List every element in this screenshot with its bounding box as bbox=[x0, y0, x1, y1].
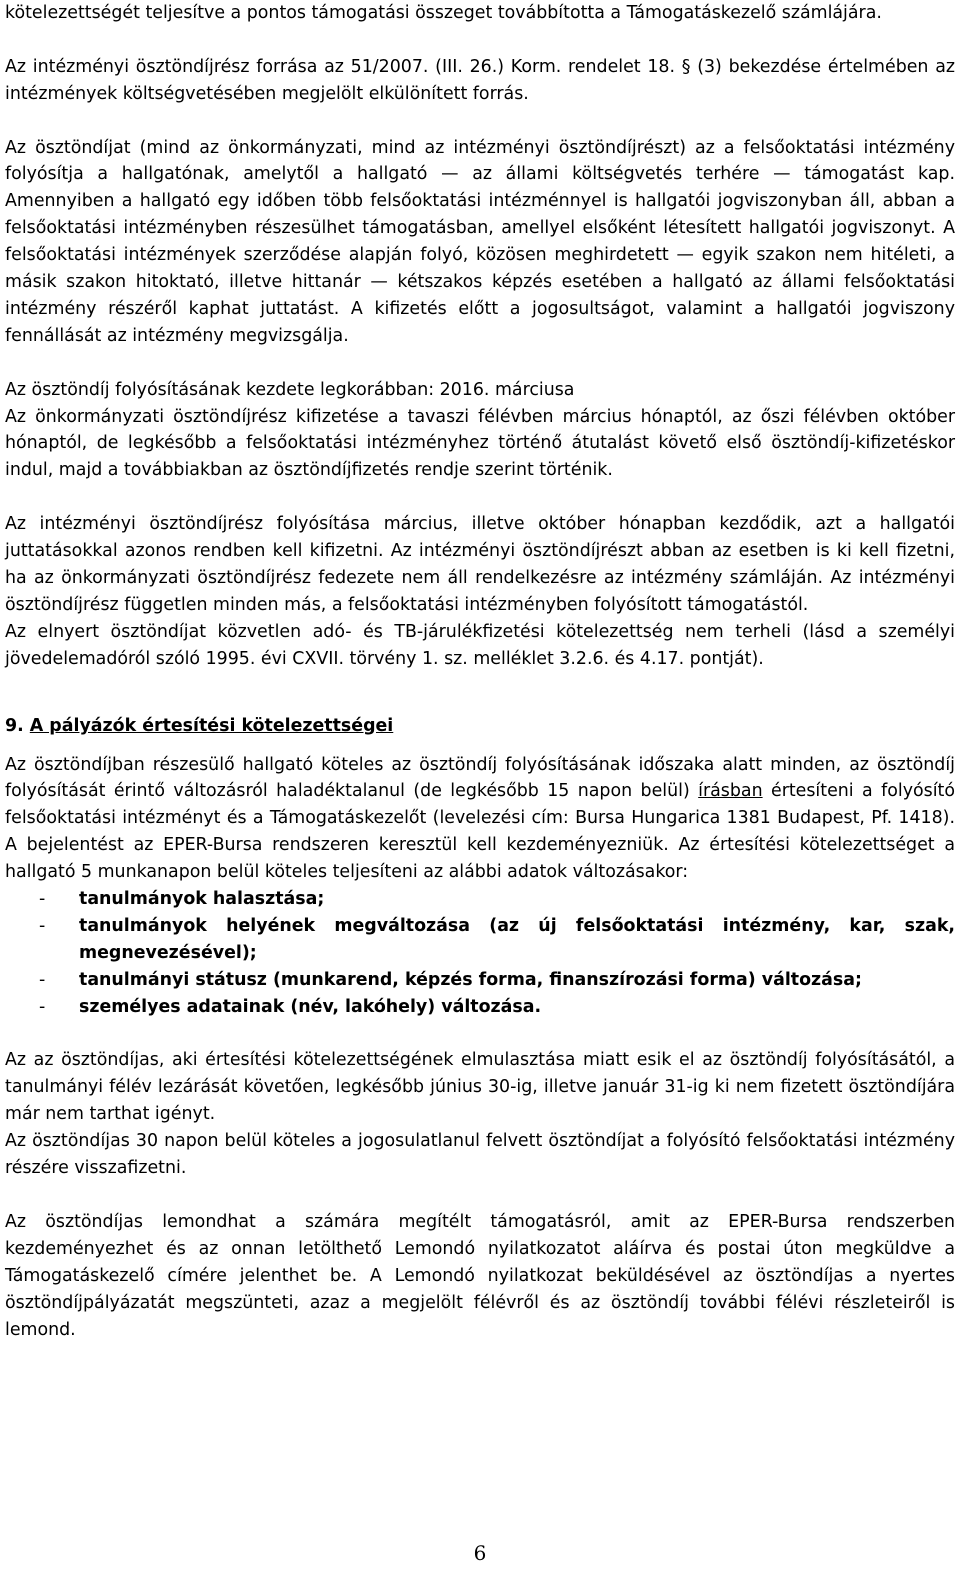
page-number: 6 bbox=[473, 1541, 487, 1565]
spacer bbox=[5, 1182, 955, 1209]
spacer bbox=[5, 740, 955, 752]
list-item-text: tanulmányok halasztása; bbox=[79, 889, 325, 910]
paragraph-funding-source: Az intézményi ösztöndíjrész forrása az 51/2007. (III. 26.) Korm. rendelet 18. § (3) bekezdése értelmében az intézmények költségvetésében megjelölt elkülönített forrás. bbox=[5, 56, 955, 104]
spacer bbox=[5, 350, 955, 377]
list-item-text: tanulmányi státusz (munkarend, képzés forma, finanszírozási forma) változása; bbox=[79, 969, 862, 990]
paragraph-transfer-note: kötelezettségét teljesítve a pontos támogatási összeget továbbította a Támogatáskezelő számlájára. bbox=[5, 3, 882, 23]
notification-text-start: Az ösztöndíjban részesülő hallgató köteles az ösztöndíj folyósításának időszaka alatt minden, az ösztöndíj folyósítását érintő változásról haladéktalanul (de legkésőbb 15 napon belül) bbox=[5, 754, 955, 802]
paragraph-waiver: Az ösztöndíjas lemondhat a számára megítélt támogatásról, amit az EPER-Bursa rendszerben kezdeményezhet és az onnan letölthető Lemondó nyilatkozatot aláírva és postai úton megküldve a Támogatáskezelő címére jelenthet be. A Lemondó nyilatkozat beküldésével az ösztöndíjas a nyertes ösztöndíjpályázatát megszünteti, azaz a megjelölt félévről és az ösztöndíj további félévi részleteiről is lemond. bbox=[5, 1211, 955, 1340]
paragraph-missed-notification: Az az ösztöndíjas, aki értesítési kötelezettségének elmulasztása miatt esik el az ösztöndíj folyósításától, a tanulmányi félév lezárását követően, legkésőbb június 30-ig, illetve január 31-ig ki nem fizetett ösztöndíjára már nem tarthat igényt. bbox=[5, 1050, 955, 1125]
spacer bbox=[5, 1021, 955, 1048]
paragraph-disbursement-rules: Az ösztöndíjat (mind az önkormányzati, mind az intézményi ösztöndíjrészt) az a felsőoktatási intézmény folyósítja a hallgatónak, amelytől a hallgató — az állami költségvetés terhére — támogatást kap. Amennyiben a hallgató egy időben több felsőoktatási intézménnyel is hallgatói jogviszonyban áll, abban a felsőoktatási intézményben részesülhet támogatásban, amellyel elsőként létesített hallgatói jogviszonyt. A felsőoktatási intézmények szerződése alapján folyó, közösen meghirdetett — egyik szakon nem hitéleti, a másik szakon hitoktató, illetve hittanár — kétszakos képzés esetében a hallgató az állami felsőoktatási intézmény részéről kaphat juttatást. A kifizetés előtt a jogosultságot, valamint a hallgatói jogviszony fennállását az intézmény megvizsgálja. bbox=[5, 137, 955, 346]
paragraph-municipal-payment: Az önkormányzati ösztöndíjrész kifizetése a tavaszi félévben március hónaptól, az őszi félévben október hónaptól, de legkésőbb a felsőoktatási intézményhez történő átutalást követő első ösztöndíj-kifizetéskor indul, majd a továbbiakban az ösztöndíjfizetés rendje szerint történik. bbox=[5, 406, 955, 481]
section-heading bbox=[5, 713, 955, 740]
section-number: 9. bbox=[5, 715, 24, 736]
paragraph-repayment: Az ösztöndíjas 30 napon belül köteles a jogosulatlanul felvett ösztöndíjat a folyósító felsőoktatási intézmény részére visszafizetni. bbox=[5, 1131, 955, 1179]
spacer bbox=[5, 484, 955, 511]
list-item bbox=[5, 994, 955, 1021]
written-form-text: írásban bbox=[698, 781, 763, 802]
list-dash: - bbox=[39, 996, 46, 1017]
paragraph-institutional-payment: Az intézményi ösztöndíjrész folyósítása március, illetve október hónapban kezdődik, azt a hallgatói juttatásokkal azonos rendben kell kifizetni. Az intézményi ösztöndíjrészt abban az esetben is ki kell fizetni, ha az önkormányzati ösztöndíjrész fedezete nem áll rendelkezésre az intézmény számláján. Az intézményi ösztöndíjrész független minden más, a felsőoktatási intézményben folyósított támogatástól. bbox=[5, 514, 955, 615]
section-title: A pályázók értesítési kötelezettségei bbox=[29, 715, 394, 736]
document-page bbox=[5, 0, 955, 1343]
list-item bbox=[5, 913, 955, 967]
list-dash: - bbox=[39, 915, 46, 936]
list-item-text: személyes adatainak (név, lakóhely) változása. bbox=[79, 996, 542, 1017]
spacer bbox=[5, 27, 955, 54]
change-list bbox=[5, 886, 955, 1021]
list-dash: - bbox=[39, 969, 46, 990]
list-item bbox=[5, 967, 955, 994]
notification-text-end: értesíteni a folyósító felsőoktatási intézményt és a Támogatáskezelőt (levelezési cím: Bursa Hungarica 1381 Budapest, Pf. 1418). A bejelentést az EPER-Bursa rendszeren keresztül kell kezdeményezniük. Az értesítési kötelezettséget a hallgató 5 munkanapon belül köteles teljesíteni az alábbi adatok változásakor: bbox=[5, 781, 955, 883]
paragraph-notification-duty bbox=[5, 752, 955, 887]
paragraph-start-date: Az ösztöndíj folyósításának kezdete legkorábban: 2016. márciusa bbox=[5, 379, 575, 400]
list-item-text: tanulmányok helyének megváltozása (az új felsőoktatási intézmény, kar, szak, megnevezésével); bbox=[79, 915, 955, 963]
list-item bbox=[5, 886, 955, 913]
paragraph-tax-exemption: Az elnyert ösztöndíjat közvetlen adó- és TB-járulékfizetési kötelezettség nem terheli (lásd a személyi jövedelemadóról szóló 1995. évi CXVII. törvény 1. sz. melléklet 3.2.6. és 4.17. pontját). bbox=[5, 621, 955, 669]
spacer bbox=[5, 673, 955, 713]
list-dash: - bbox=[39, 889, 46, 910]
spacer bbox=[5, 108, 955, 135]
